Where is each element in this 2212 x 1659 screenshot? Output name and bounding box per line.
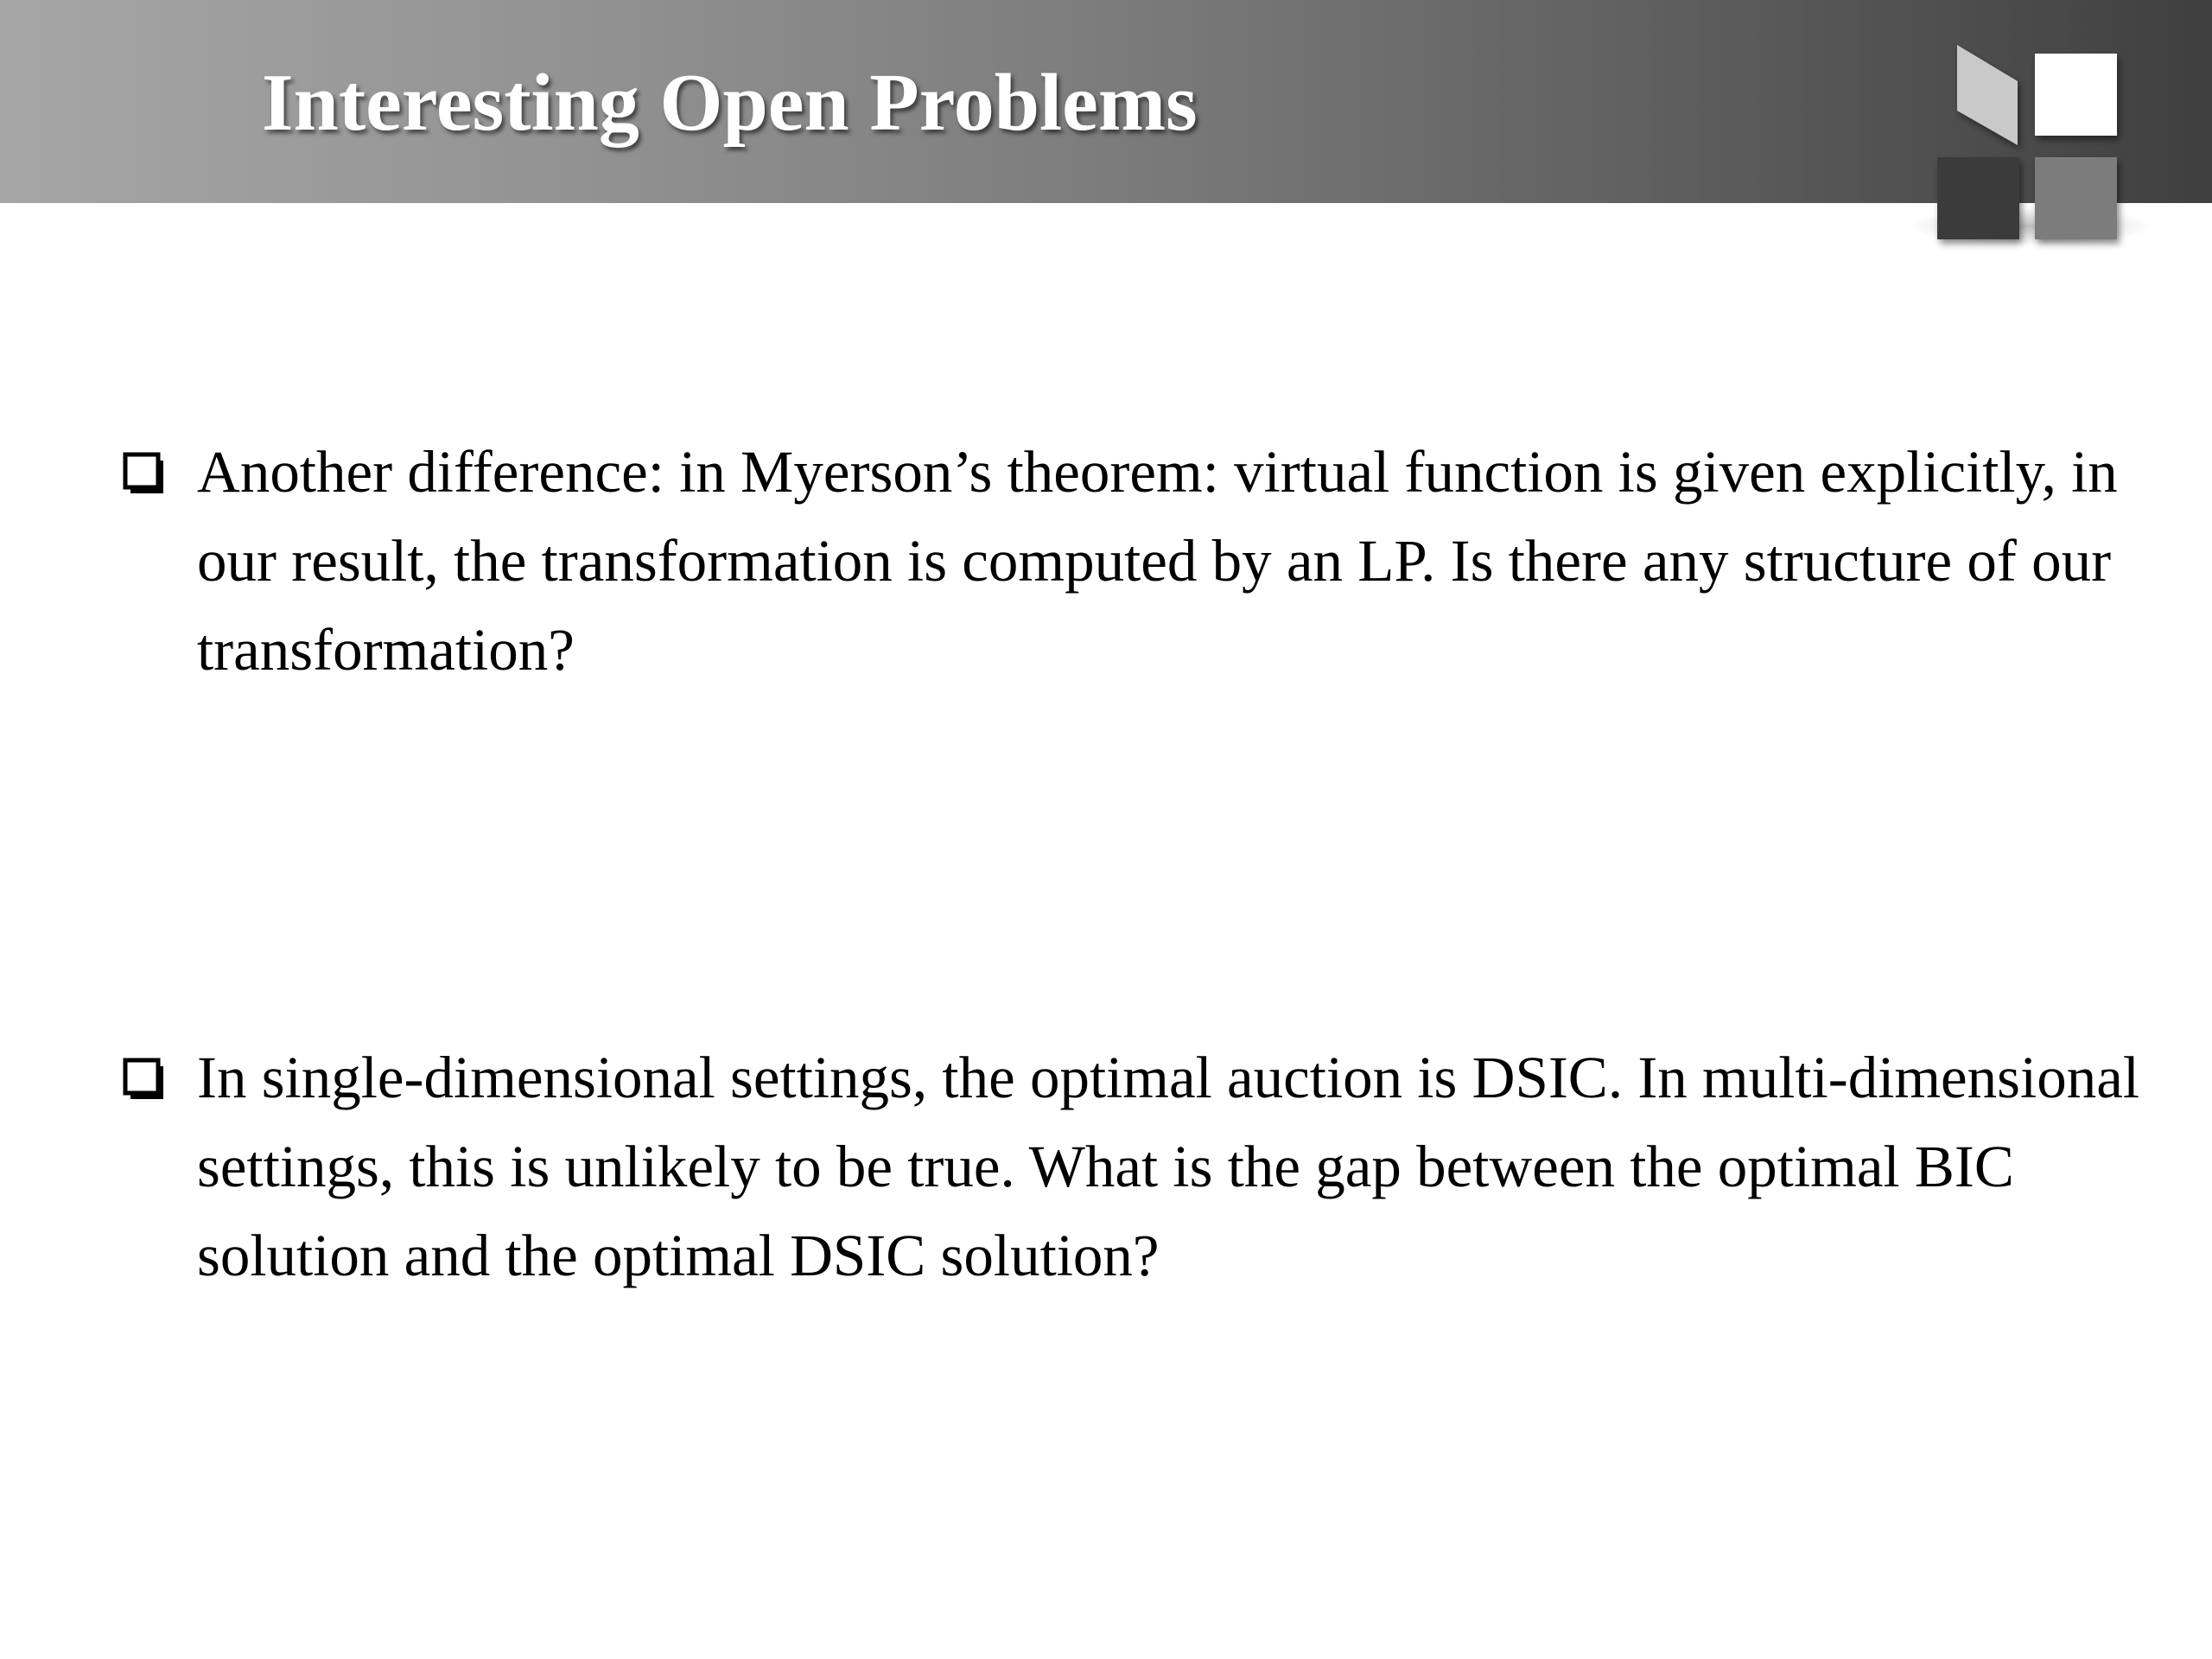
checkbox-icon bbox=[123, 1058, 166, 1101]
checkbox-icon bbox=[123, 452, 166, 495]
bullet-text: Another difference: in Myerson’s theorem: virtual function is given explicitly, in our result, the transformation is computed by an LP. Is there any structure of our transformation? bbox=[197, 439, 2118, 683]
squares-logo-icon bbox=[1901, 35, 2160, 259]
slide-title: Interesting Open Problems bbox=[262, 58, 1198, 148]
bullet-text: In single-dimensional settings, the optimal auction is DSIC. In multi-dimensional settings, this is unlikely to be true. What is the gap between the optimal BIC solution and the optimal DSIC solution? bbox=[197, 1045, 2139, 1288]
